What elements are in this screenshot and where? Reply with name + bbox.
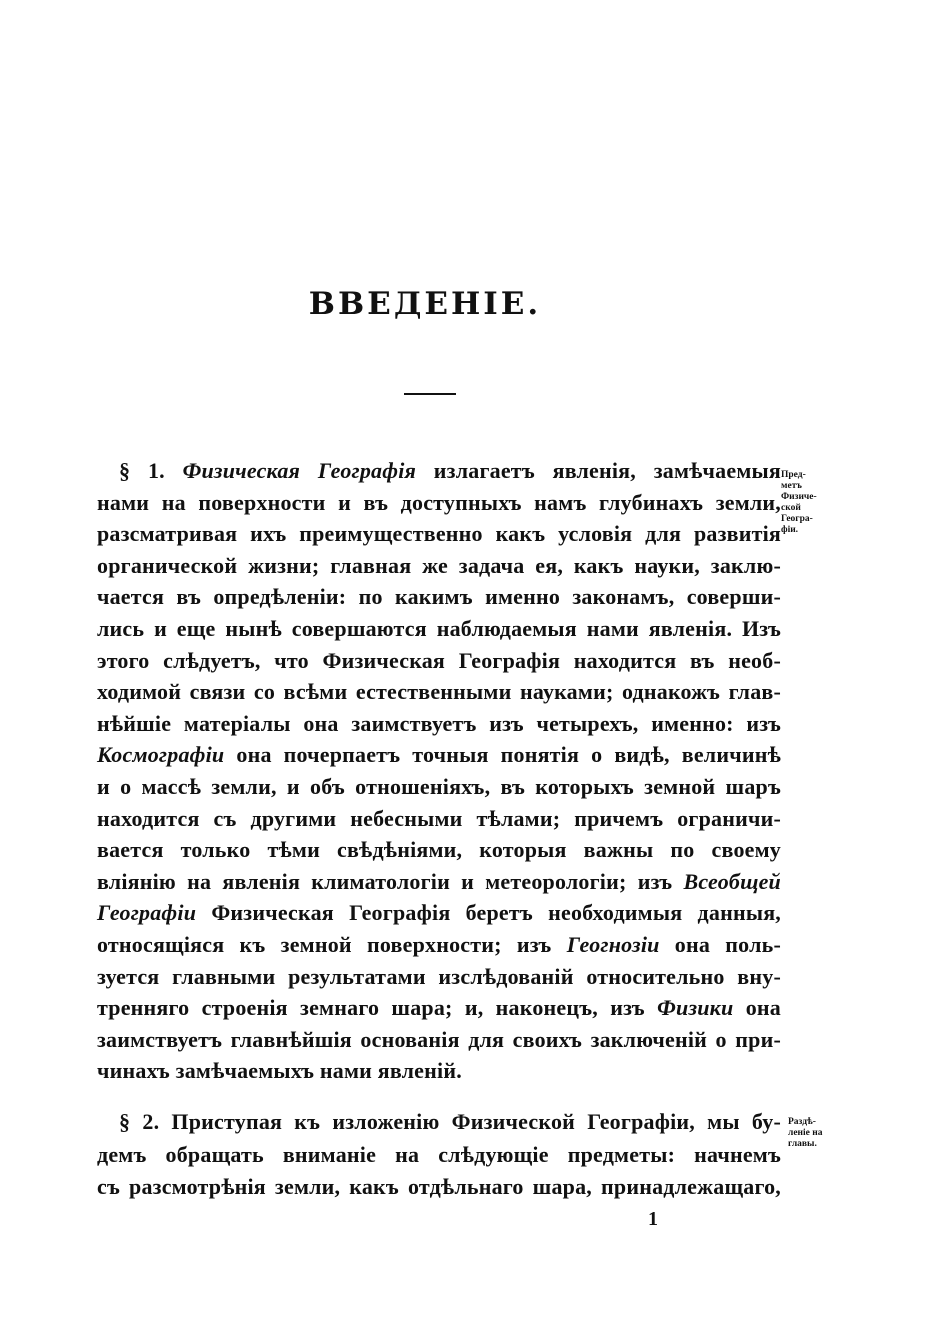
text-line bbox=[97, 1025, 781, 1055]
text-line bbox=[97, 456, 781, 486]
text-line bbox=[97, 1140, 781, 1170]
text-run: заимствуетъ главнѣйшія основанія для своихъ заключеній о при- bbox=[97, 1026, 781, 1052]
text-line bbox=[97, 740, 781, 770]
text-line bbox=[97, 582, 781, 612]
text-line bbox=[97, 646, 781, 676]
italic-term: Географіи bbox=[97, 900, 197, 926]
text-line bbox=[97, 962, 781, 992]
italic-term: Физическая Географія bbox=[182, 458, 417, 483]
text-run: § 2. Приступая къ изложенію Физической Географіи, мы бу- bbox=[119, 1109, 781, 1134]
text-run: демъ обращать вниманіе на слѣдующіе предметы: начнемъ bbox=[97, 1142, 781, 1167]
text-line bbox=[97, 898, 781, 928]
text-run: этого слѣдуетъ, что Физическая Географія находится въ необ- bbox=[97, 647, 781, 673]
text-run: находится съ другими небесными тѣлами; причемъ ограничи- bbox=[97, 805, 781, 831]
italic-term: Космографіи bbox=[97, 742, 225, 768]
page-title: ВВЕДЕНІЕ. bbox=[308, 286, 542, 322]
text-run: она bbox=[733, 995, 782, 1021]
text-run: вается только тѣми свѣдѣніями, которыя важны по своему bbox=[97, 837, 781, 863]
title-rule bbox=[404, 393, 456, 395]
text-run: органической жизни; главная же задача ея, какъ науки, заклю- bbox=[97, 552, 781, 578]
text-line bbox=[97, 614, 781, 644]
italic-term: Геогнозіи bbox=[566, 932, 660, 957]
text-line bbox=[97, 804, 781, 834]
text-line bbox=[97, 1172, 781, 1202]
text-line bbox=[97, 835, 781, 865]
text-run: нами на поверхности и въ доступныхъ намъ глубинахъ земли, bbox=[97, 489, 781, 515]
text-run: она почерпаетъ точныя понятія о видѣ, величинѣ bbox=[224, 742, 781, 768]
text-run: зуется главными результатами изслѣдованій относительно вну- bbox=[97, 963, 781, 989]
text-run: лись и еще нынѣ совершаются наблюдаемыя нами явленія. Изъ bbox=[97, 616, 781, 641]
text-run: тренняго строенія земнаго шара; и, наконецъ, изъ bbox=[97, 995, 658, 1021]
text-line bbox=[97, 867, 781, 897]
margin-note-division: Раздѣ- леніе на главы. bbox=[788, 1117, 823, 1149]
text-run: съ разсмотрѣнія земли, какъ отдѣльнаго шара, принадлежащаго, bbox=[97, 1174, 781, 1199]
text-line bbox=[97, 709, 781, 739]
text-line bbox=[97, 488, 781, 518]
italic-term: Физики bbox=[657, 995, 734, 1021]
text-run: чинахъ замѣчаемыхъ нами явленій. bbox=[97, 1058, 462, 1084]
text-run: и о массѣ земли, и объ отношеніяхъ, въ которыхъ земной шаръ bbox=[97, 774, 781, 799]
text-run: чается въ опредѣленіи: по какимъ именно законамъ, соверши- bbox=[97, 584, 781, 610]
text-run: ходимой связи со всѣми естественными науками; однакожъ глав- bbox=[97, 679, 781, 705]
text-line bbox=[97, 1107, 781, 1137]
text-run: вліянію на явленія климатологіи и метеорологіи; изъ bbox=[97, 868, 684, 894]
text-line bbox=[97, 677, 781, 707]
text-line bbox=[97, 930, 781, 960]
page-number: 1 bbox=[648, 1208, 658, 1230]
italic-term: Всеобщей bbox=[683, 868, 781, 894]
text-run: разсматривая ихъ преимущественно какъ условія для развитія bbox=[97, 521, 781, 547]
text-line bbox=[97, 993, 781, 1023]
text-run: относящіяся къ земной поверхности; изъ bbox=[97, 932, 567, 957]
text-run: излагаетъ явленія, замѣчаемыя bbox=[416, 458, 781, 483]
margin-note-subject: Пред- метъ Физиче- ской Геогра- фіи. bbox=[781, 470, 817, 535]
text-run: Физическая Географія беретъ необходимыя данныя, bbox=[196, 900, 781, 926]
text-line bbox=[97, 1056, 781, 1086]
text-line bbox=[97, 551, 781, 581]
text-run: она поль- bbox=[659, 932, 781, 957]
text-line bbox=[97, 519, 781, 549]
text-run: нѣйшіе матеріалы она заимствуетъ изъ четырехъ, именно: изъ bbox=[97, 710, 781, 736]
text-run: § 1. bbox=[119, 458, 183, 483]
text-line bbox=[97, 772, 781, 802]
